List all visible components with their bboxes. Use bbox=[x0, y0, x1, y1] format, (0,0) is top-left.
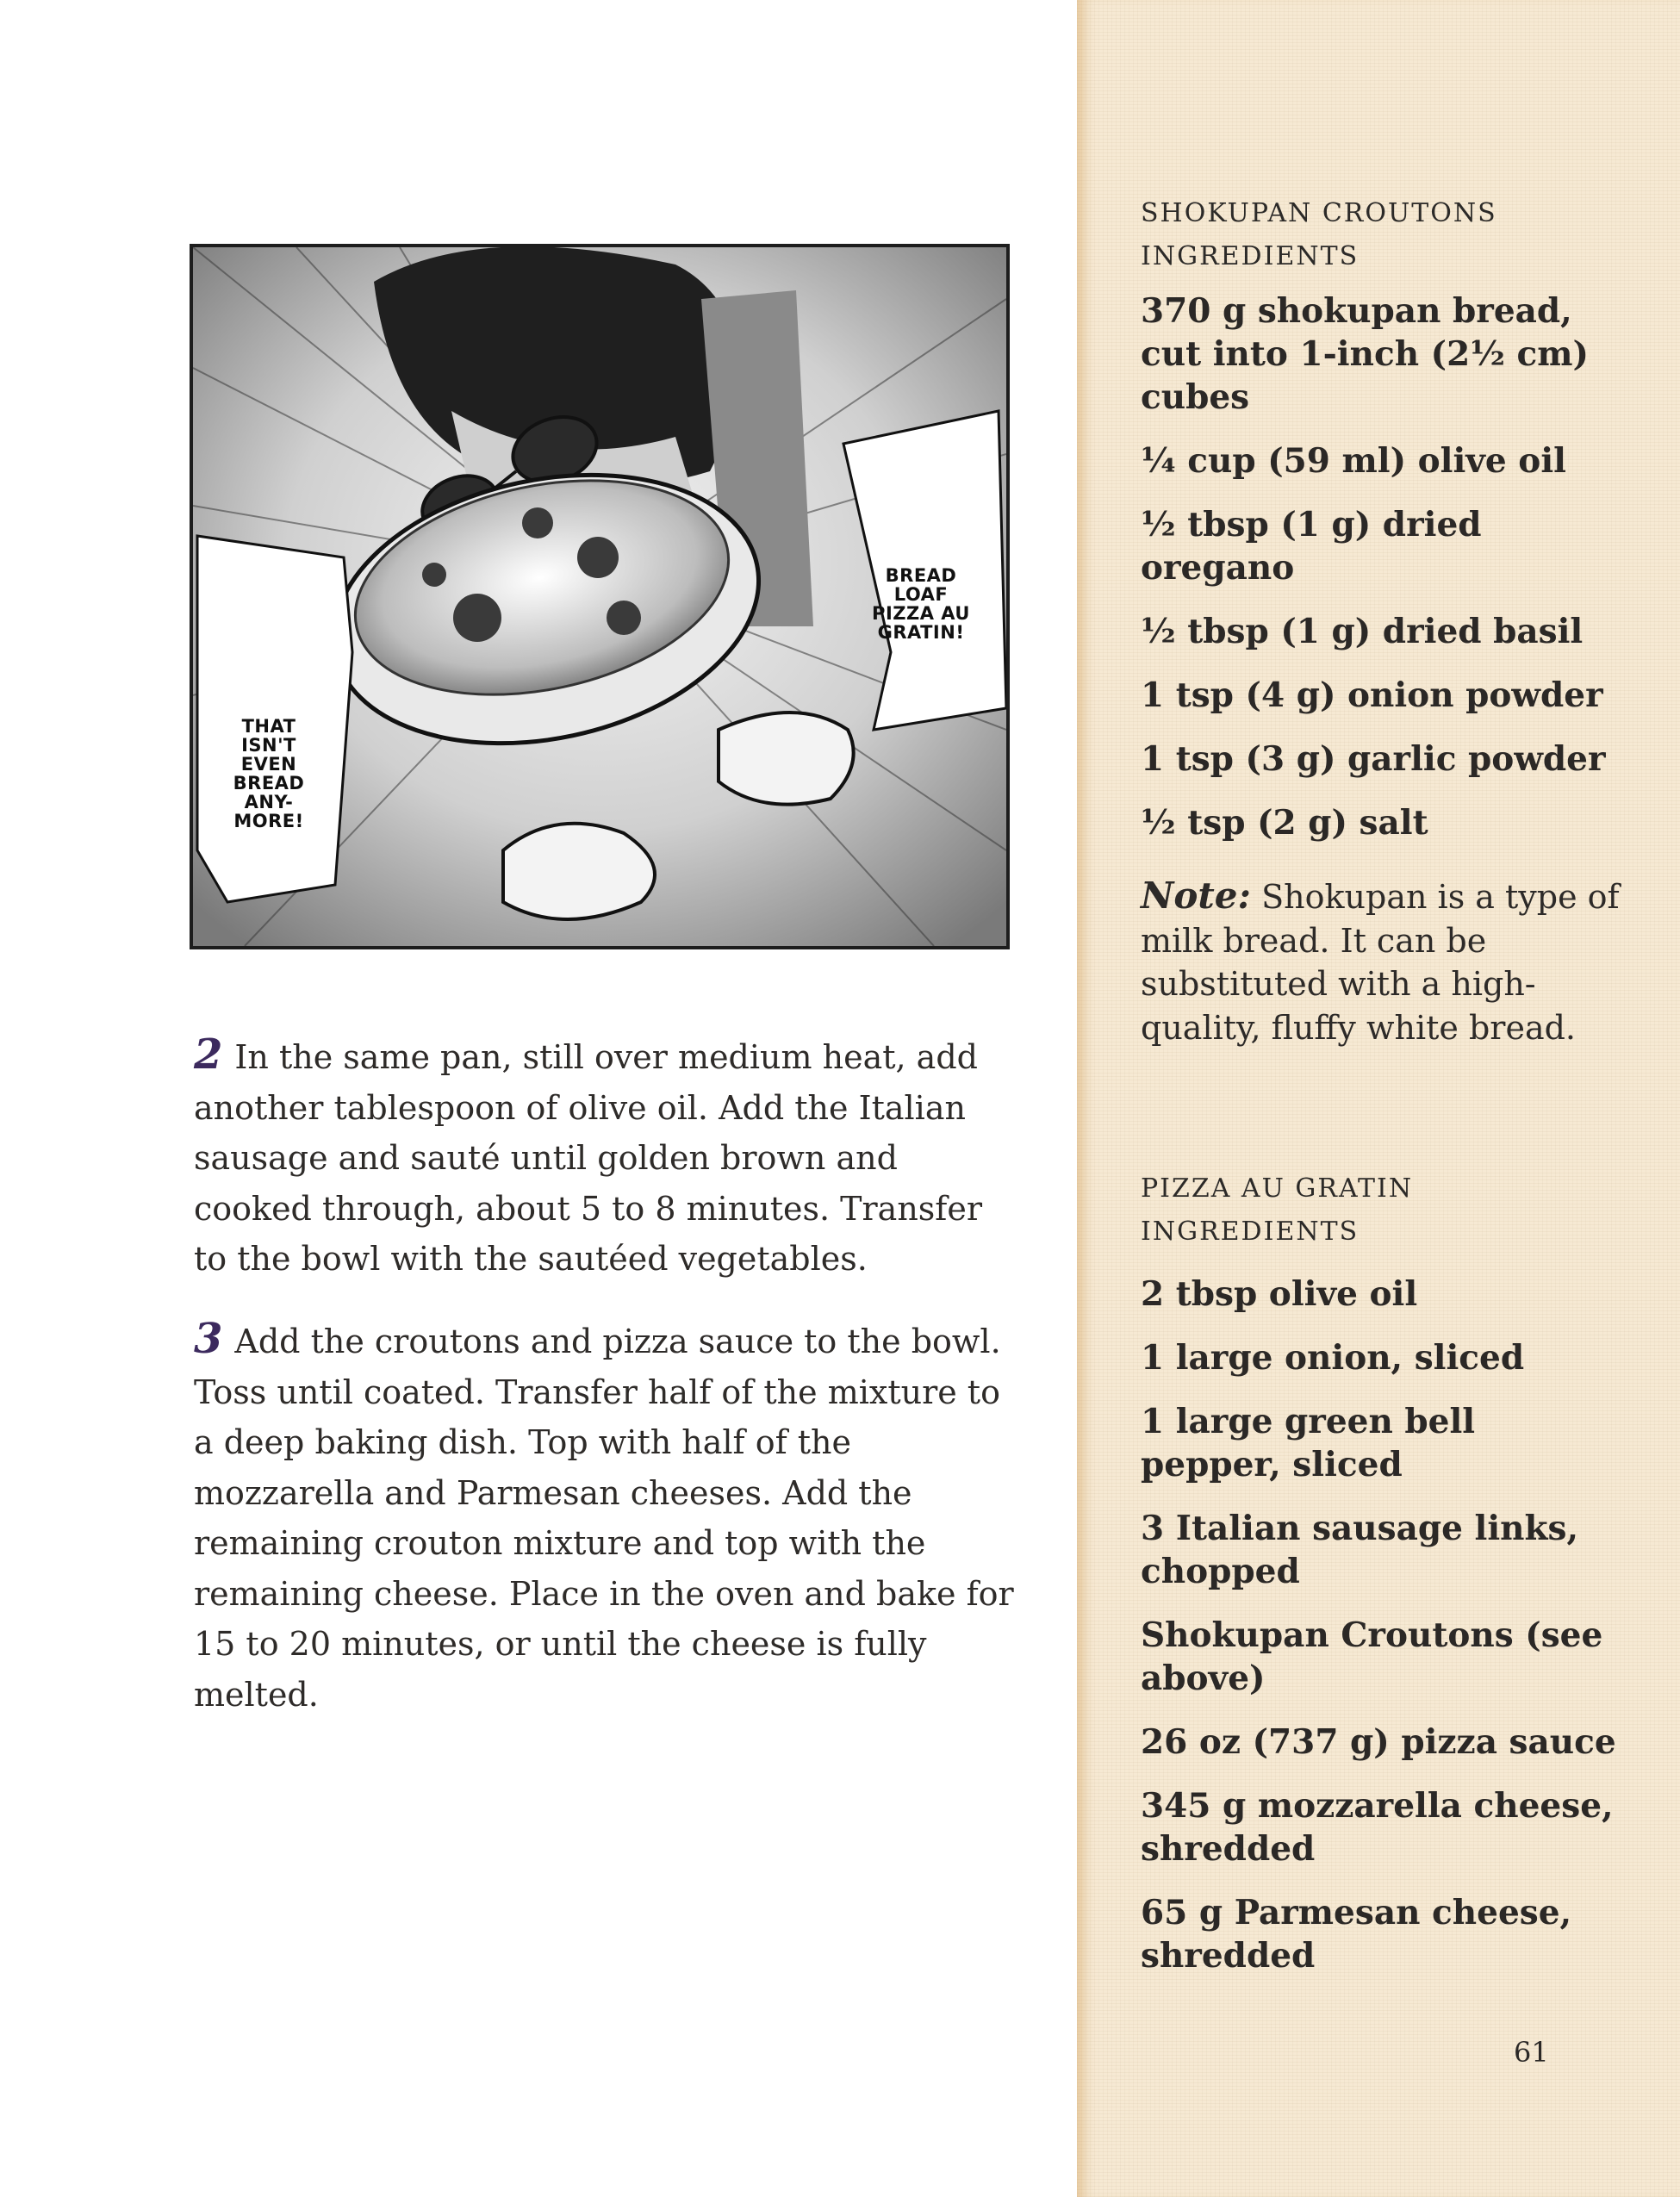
page-number: 61 bbox=[1514, 2036, 1549, 2069]
ingredient-item: 65 g Parmesan cheese, shredded bbox=[1141, 1893, 1572, 1976]
gratin-ingredient-list bbox=[1141, 1273, 1623, 1998]
ingredient-item: 3 Italian sausage links, chopped bbox=[1141, 1509, 1579, 1591]
ingredient-item: ½ tbsp (1 g) dried basil bbox=[1141, 612, 1584, 651]
ingredient-item: 1 tsp (4 g) onion powder bbox=[1141, 675, 1603, 715]
step-3-number: 3 bbox=[194, 1315, 223, 1363]
ingredient-item: 370 g shokupan bread, cut into 1-inch (2½ cm) cubes bbox=[1141, 291, 1589, 417]
gratin-heading bbox=[1141, 1167, 1623, 1254]
ingredient-item: ½ tsp (2 g) salt bbox=[1141, 803, 1428, 843]
ingredient-item: Shokupan Croutons (see above) bbox=[1141, 1615, 1603, 1698]
ingredient-item: 26 oz (737 g) pizza sauce bbox=[1141, 1722, 1616, 1762]
gratin-heading-line1: PIZZA AU GRATIN bbox=[1141, 1173, 1414, 1204]
ingredient-item: 345 g mozzarella cheese, shredded bbox=[1141, 1786, 1614, 1869]
croutons-ingredient-list bbox=[1141, 289, 1623, 865]
croutons-note bbox=[1141, 874, 1623, 1049]
gratin-heading-line2: INGREDIENTS bbox=[1141, 1217, 1360, 1247]
speech-bubble-right: BREAD LOAF PIZZA AU GRATIN! bbox=[872, 565, 970, 643]
note-text: Shokupan is a type of milk bread. It can be substituted with a high-quality, fluffy white bread. bbox=[1141, 878, 1620, 1047]
step-3-text: Add the croutons and pizza sauce to the bowl. Toss until coated. Transfer half of the mixture to a deep baking dish. Top with half of the mozzarella and Parmesan cheeses. Add the remaining crouton mixture and top with the remaining cheese. Place in the oven and bake for 15 to 20 minutes, or until the cheese is fully melted. bbox=[194, 1323, 1014, 1714]
croutons-heading-line2: INGREDIENTS bbox=[1141, 241, 1360, 271]
ingredient-item: ¼ cup (59 ml) olive oil bbox=[1141, 441, 1566, 481]
step-2-text: In the same pan, still over medium heat, add another tablespoon of olive oil. Add the Italian sausage and sauté until golden brown and cooked through, about 5 to 8 minutes. Transfer to the bowl with the sautéed vegetables. bbox=[194, 1038, 983, 1278]
step-2 bbox=[194, 1030, 1014, 1285]
ingredient-item: 1 large green bell pepper, sliced bbox=[1141, 1402, 1476, 1484]
step-2-number: 2 bbox=[194, 1030, 223, 1079]
ingredient-item: 1 large onion, sliced bbox=[1141, 1338, 1525, 1378]
manga-panel bbox=[190, 244, 1010, 949]
note-label: Note: bbox=[1141, 874, 1252, 917]
ingredient-item: 1 tsp (3 g) garlic powder bbox=[1141, 739, 1606, 779]
croutons-heading-line1: SHOKUPAN CROUTONS bbox=[1141, 198, 1497, 228]
step-3 bbox=[194, 1314, 1014, 1720]
ingredient-item: ½ tbsp (1 g) dried oregano bbox=[1141, 505, 1482, 588]
speech-bubble-left: THAT ISN'T EVEN BREAD ANY- MORE! bbox=[233, 716, 305, 831]
ingredient-item: 2 tbsp olive oil bbox=[1141, 1274, 1418, 1314]
croutons-heading bbox=[1141, 192, 1623, 278]
